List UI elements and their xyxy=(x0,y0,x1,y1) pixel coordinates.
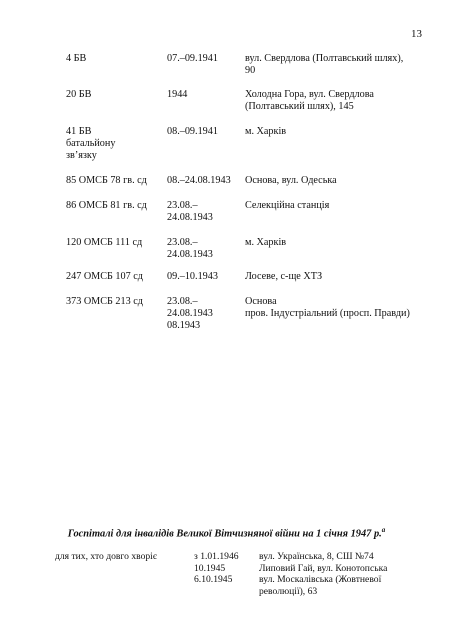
unit-dates: 08.–24.08.1943 xyxy=(167,175,231,186)
unit-name: 247 ОМСБ 107 сд xyxy=(66,271,143,282)
unit-name: 4 БВ xyxy=(66,53,87,64)
unit-name: 120 ОМСБ 111 сд xyxy=(66,237,143,248)
unit-location: Холодна Гора, вул. Свердлова (Полтавський шлях), 145 xyxy=(245,89,374,112)
hospital-category: для тих, хто довго хворіє xyxy=(55,551,157,562)
unit-location: Основа пров. Індустріальний (просп. Правди) xyxy=(245,296,410,319)
hospital-dates: з 1.01.1946 10.1945 6.10.1945 xyxy=(194,551,239,586)
unit-name: 86 ОМСБ 81 гв. сд xyxy=(66,200,147,211)
hospital-locations: вул. Українська, 8, СШ №74 Липовий Гай, вул. Конотопська вул. Москалівська (Жовтневої революції), 63 xyxy=(259,551,388,597)
unit-dates: 23.08.– 24.08.1943 xyxy=(167,237,213,260)
unit-location: м. Харків xyxy=(245,237,287,248)
page-number: 13 xyxy=(411,28,422,40)
unit-location: м. Харків xyxy=(245,126,287,137)
unit-dates: 07.–09.1941 xyxy=(167,53,218,64)
unit-name: 20 БВ xyxy=(66,89,92,100)
hospitals-section-title xyxy=(0,526,453,539)
unit-location: вул. Свердлова (Полтавський шлях), 90 xyxy=(245,53,404,76)
unit-dates: 23.08.– 24.08.1943 xyxy=(167,200,213,223)
unit-location: Основа, вул. Одеська xyxy=(245,175,337,186)
unit-name: 85 ОМСБ 78 гв. сд xyxy=(66,175,147,186)
unit-dates: 08.–09.1941 xyxy=(167,126,218,137)
unit-dates: 23.08.– 24.08.1943 08.1943 xyxy=(167,296,213,331)
hospitals-title-text: Госпіталі для інвалідів Великої Вітчизняної війни на 1 січня 1947 р. xyxy=(67,528,382,540)
footnote-mark: а xyxy=(381,526,386,534)
unit-name: 373 ОМСБ 213 сд xyxy=(66,296,143,307)
unit-name: 41 БВ батальйону зв’язку xyxy=(66,126,116,161)
unit-location: Лосеве, с-ще ХТЗ xyxy=(245,271,323,282)
unit-dates: 1944 xyxy=(167,89,188,100)
unit-location: Селекційна станція xyxy=(245,200,330,211)
unit-dates: 09.–10.1943 xyxy=(167,271,218,282)
